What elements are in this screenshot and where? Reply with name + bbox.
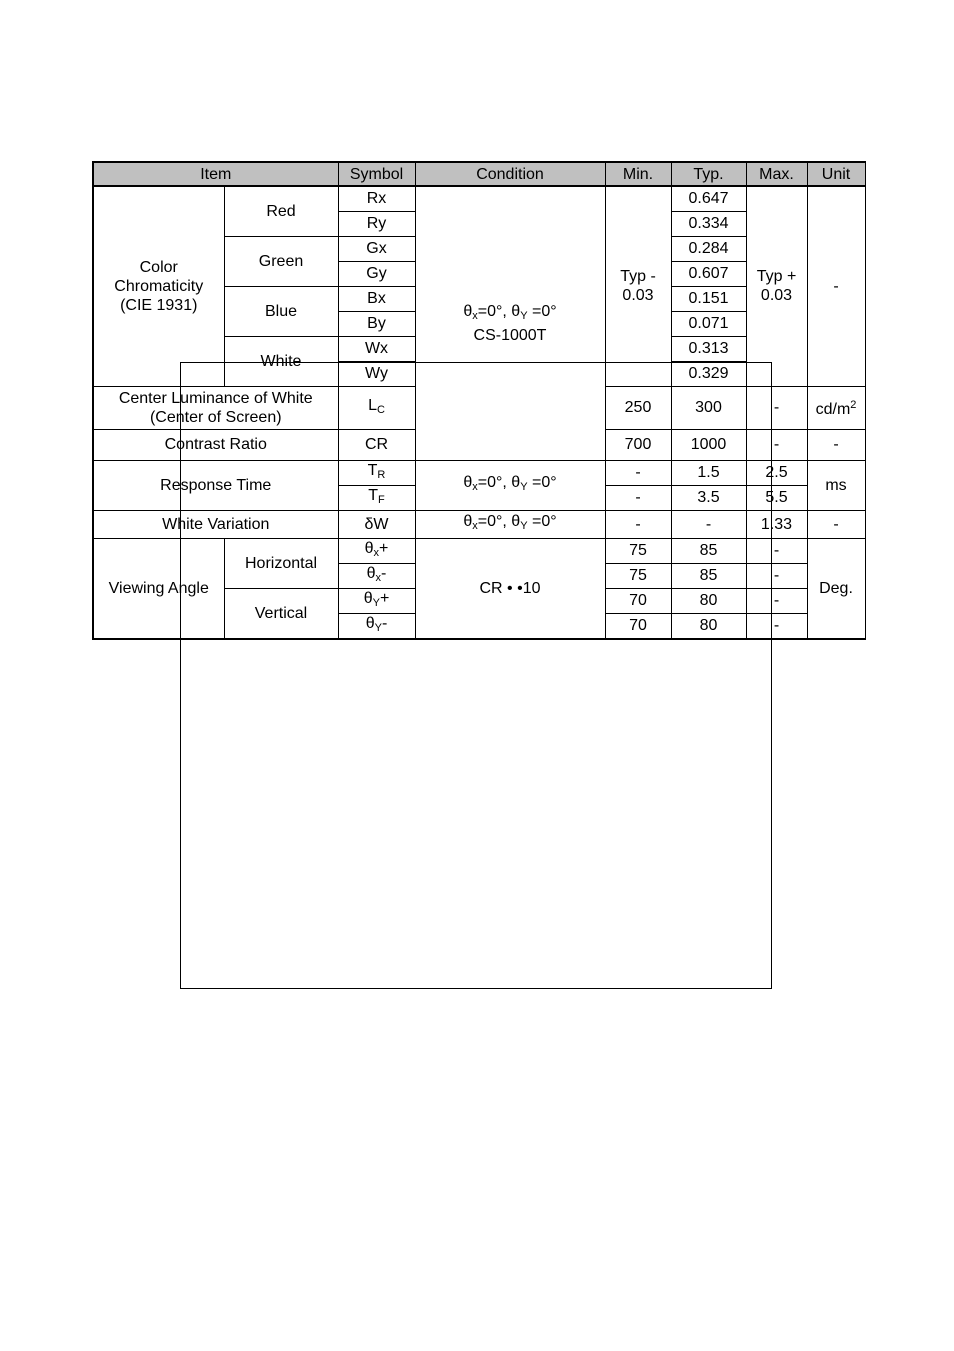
header-typ: Typ. (671, 162, 746, 186)
subscript-x: x (373, 546, 380, 559)
tr-typ: 1.5 (671, 460, 746, 485)
symbol-by: By (338, 311, 415, 336)
response-label: Response Time (93, 460, 338, 510)
theta-symbol: θ (363, 589, 373, 607)
va-typ: 80 (671, 613, 746, 639)
condition-text: =0°, θ (477, 513, 521, 530)
plus-sign: + (379, 539, 389, 557)
va-max: - (746, 563, 807, 588)
response-tf-symbol (338, 485, 415, 510)
table-row (93, 538, 865, 563)
theta-symbol: θ (366, 564, 376, 582)
va-typ: 80 (671, 588, 746, 613)
condition-text: =0° (527, 513, 557, 530)
subscript-x: x (375, 571, 382, 584)
luminance-symbol-sub: C (376, 403, 385, 416)
subscript-y: Y (520, 309, 528, 322)
typ-gy: 0.607 (671, 261, 746, 286)
theta-y-minus (338, 613, 415, 639)
tr-main: T (367, 461, 378, 479)
va-max: - (746, 613, 807, 639)
color-max-line2: 0.03 (760, 287, 793, 305)
header-unit: Unit (807, 162, 865, 186)
typ-wy: 0.329 (671, 361, 746, 386)
optical-specification-table (92, 161, 866, 640)
luminance-unit-main: cd/m (815, 401, 851, 418)
va-typ: 85 (671, 538, 746, 563)
luminance-symbol-main: L (368, 396, 377, 414)
va-min: 70 (605, 588, 671, 613)
luminance-unit-sup: 2 (850, 399, 857, 411)
luminance-max: - (746, 386, 807, 429)
tr-min: - (605, 460, 671, 485)
header-item: Item (93, 162, 338, 186)
luminance-symbol (338, 386, 415, 429)
blue-label: Blue (224, 286, 338, 336)
header-min: Min. (605, 162, 671, 186)
white-variation-typ: - (671, 510, 746, 538)
luminance-label-line2: (Center of Screen) (149, 408, 282, 426)
symbol-gx: Gx (338, 236, 415, 261)
subscript-y: Y (520, 481, 528, 493)
theta-symbol: θ (463, 513, 473, 530)
theta-symbol: θ (463, 474, 473, 491)
horizontal-label: Horizontal (224, 538, 338, 588)
color-label-line3: (CIE 1931) (120, 296, 198, 314)
header-symbol: Symbol (338, 162, 415, 186)
luminance-label-line1: Center Luminance of White (118, 389, 313, 407)
tf-min: - (605, 485, 671, 510)
subscript-x: x (472, 481, 478, 493)
typ-gx: 0.284 (671, 236, 746, 261)
white-label: White (224, 336, 338, 386)
condition-text: =0° (527, 302, 557, 320)
table-row (93, 186, 865, 211)
luminance-min: 250 (605, 386, 671, 429)
minus-sign: - (381, 564, 387, 582)
white-variation-unit: - (807, 510, 865, 538)
color-max-line1: Typ + (756, 268, 797, 286)
white-variation-symbol: δW (338, 510, 415, 538)
condition-main (415, 186, 605, 460)
theta-symbol: θ (364, 539, 374, 557)
condition-text: =0° (527, 474, 557, 491)
tf-max: 5.5 (746, 485, 807, 510)
color-chromaticity-label (93, 186, 224, 386)
typ-rx: 0.647 (671, 186, 746, 211)
symbol-bx: Bx (338, 286, 415, 311)
vertical-label: Vertical (224, 588, 338, 639)
viewing-unit: Deg. (807, 538, 865, 639)
subscript-x: x (472, 309, 478, 322)
luminance-unit (807, 386, 865, 429)
table-row (93, 460, 865, 485)
table-row (93, 510, 865, 538)
symbol-wx: Wx (338, 336, 415, 361)
typ-by: 0.071 (671, 311, 746, 336)
color-label-line2: Chromaticity (114, 277, 204, 295)
subscript-y: Y (374, 621, 382, 634)
va-min: 75 (605, 538, 671, 563)
condition-instrument: CS-1000T (473, 326, 547, 344)
response-tr-symbol (338, 460, 415, 485)
contrast-max: - (746, 429, 807, 460)
symbol-wy: Wy (338, 361, 415, 386)
color-min-line1: Typ - (620, 268, 656, 286)
white-variation-label: White Variation (93, 510, 338, 538)
header-max: Max. (746, 162, 807, 186)
contrast-unit: - (807, 429, 865, 460)
minus-sign: - (381, 614, 388, 632)
tf-main: T (368, 486, 379, 504)
color-min-line2: 0.03 (622, 287, 654, 305)
typ-bx: 0.151 (671, 286, 746, 311)
contrast-symbol: CR (338, 429, 415, 460)
white-variation-min: - (605, 510, 671, 538)
luminance-label (93, 386, 338, 429)
white-variation-max: 1.33 (746, 510, 807, 538)
condition-text: =0°, θ (477, 302, 521, 320)
header-row (93, 162, 865, 186)
color-label-line1: Color (139, 258, 178, 276)
typ-ry: 0.334 (671, 211, 746, 236)
va-min: 75 (605, 563, 671, 588)
viewing-angle-label: Viewing Angle (93, 538, 224, 639)
condition-text: =0°, θ (477, 474, 521, 491)
tr-sub: R (377, 468, 386, 481)
theta-x-minus (338, 563, 415, 588)
response-unit: ms (807, 460, 865, 510)
contrast-label: Contrast Ratio (93, 429, 338, 460)
header-condition: Condition (415, 162, 605, 186)
luminance-typ: 300 (671, 386, 746, 429)
color-min (605, 186, 671, 386)
color-unit: - (807, 186, 865, 386)
theta-x-plus (338, 538, 415, 563)
typ-wx: 0.313 (671, 336, 746, 361)
viewing-condition: CR • •10 (415, 538, 605, 639)
red-label: Red (224, 186, 338, 236)
va-max: - (746, 538, 807, 563)
symbol-gy: Gy (338, 261, 415, 286)
theta-y-plus (338, 588, 415, 613)
subscript-y: Y (372, 596, 380, 609)
va-max: - (746, 588, 807, 613)
contrast-typ: 1000 (671, 429, 746, 460)
tr-max: 2.5 (746, 460, 807, 485)
tf-typ: 3.5 (671, 485, 746, 510)
symbol-rx: Rx (338, 186, 415, 211)
subscript-y: Y (520, 520, 528, 532)
symbol-ry: Ry (338, 211, 415, 236)
green-label: Green (224, 236, 338, 286)
theta-symbol: θ (463, 302, 473, 320)
theta-symbol: θ (365, 614, 375, 632)
va-typ: 85 (671, 563, 746, 588)
plus-sign: + (379, 589, 390, 607)
color-max (746, 186, 807, 386)
white-variation-condition (415, 510, 605, 538)
response-condition (415, 460, 605, 510)
subscript-x: x (472, 520, 478, 532)
contrast-min: 700 (605, 429, 671, 460)
tf-sub: F (378, 493, 385, 506)
va-min: 70 (605, 613, 671, 639)
